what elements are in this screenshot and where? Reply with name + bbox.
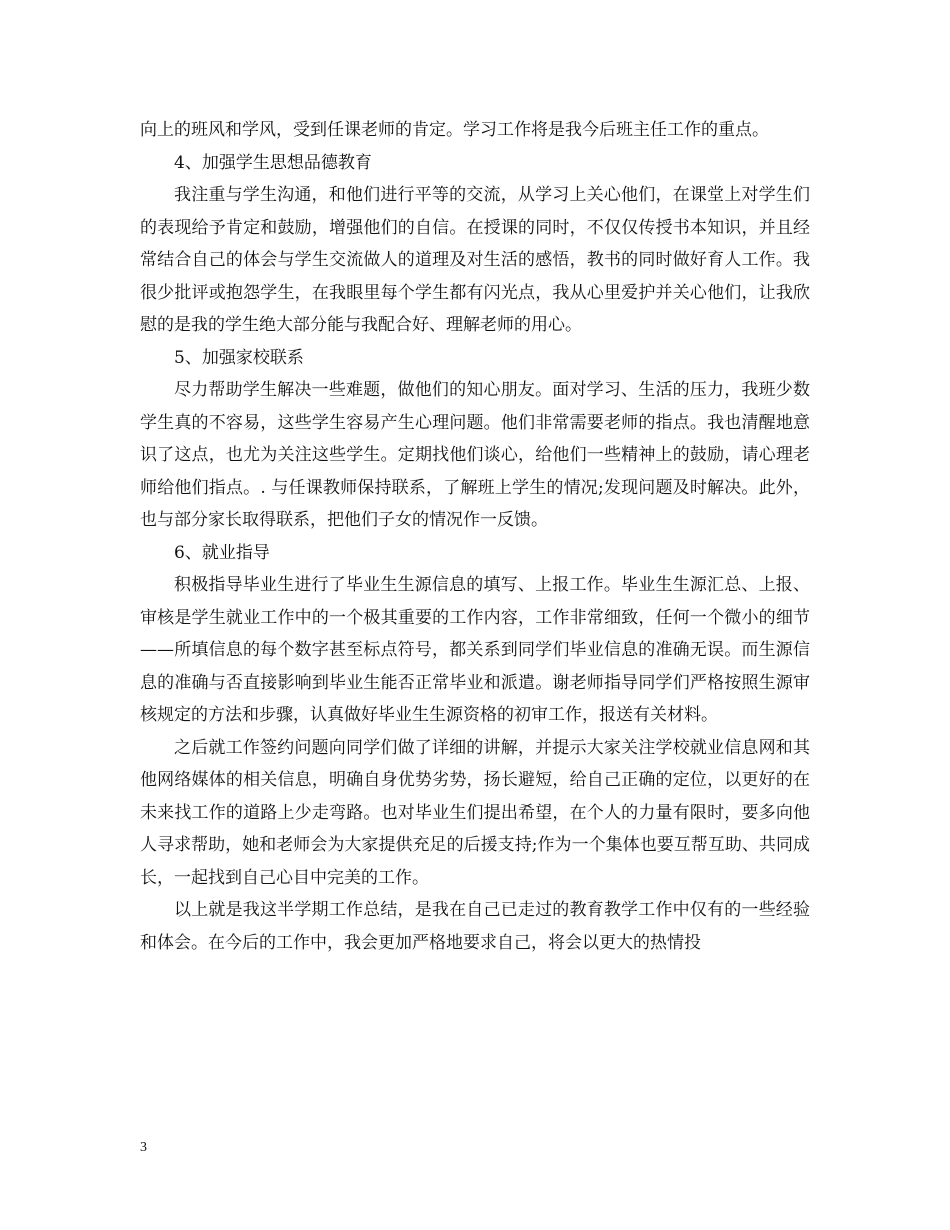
paragraph-home-school: 尽力帮助学生解决一些难题，做他们的知心朋友。面对学习、生活的压力，我班少数学生真的不容易，这些学生容易产生心理问题。他们非常需要老师的指点。我也清醒地意识了这点，也尤为关注这些学生。定期找他们谈心，给他们一些精神上的鼓励，请心理老师给他们指点。. 与任课教师保持联系，了解班上学生的情况;发现问题及时解决。此外，也与部分家长取得联系，把他们子女的情况作一反馈。 [140, 380, 810, 530]
section-heading-moral-education: 4、加强学生思想品德教育 [174, 152, 372, 173]
paragraph-employment-contract: 之后就工作签约问题向同学们做了详细的讲解，并提示大家关注学校就业信息网和其他网络媒体的相关信息，明确自身优势劣势，扬长避短，给自己正确的定位，以更好的在未来找工作的道路上少走弯路。也对毕业生们提出希望，在个人的力量有限时，要多向他人寻求帮助，她和老师会为大家提供充足的后援支持;作为一个集体也要互帮互助、共同成长，一起找到自己心目中完美的工作。 [140, 737, 810, 888]
section-heading-employment: 6、就业指导 [174, 542, 270, 563]
paragraph-moral-education: 我注重与学生沟通，和他们进行平等的交流，从学习上关心他们，在课堂上对学生们的表现给予肯定和鼓励，增强他们的自信。在授课的同时，不仅仅传授书本知识，并且经常结合自己的体会与学生交流做人的道理及对生活的感悟，教书的同时做好育人工作。我很少批评或抱怨学生，在我眼里每个学生都有闪光点，我从心里爱护并关心他们，让我欣慰的是我的学生绝大部分能与我配合好、理解老师的用心。 [140, 185, 810, 335]
paragraph-continuation: 向上的班风和学风，受到任课老师的肯定。学习工作将是我今后班主任工作的重点。 [140, 120, 769, 140]
page-number: 3 [140, 1140, 147, 1155]
paragraph-summary: 以上就是我这半学期工作总结，是我在自己已走过的教育教学工作中仅有的一些经验和体会。在今后的工作中，我会更加严格地要求自己，将会以更大的热情投 [140, 900, 810, 953]
paragraph-employment-info: 积极指导毕业生进行了毕业生生源信息的填写、上报工作。毕业生生源汇总、上报、审核是学生就业工作中的一个极其重要的工作内容，工作非常细致，任何一个微小的细节——所填信息的每个数字甚至标点符号，都关系到同学们毕业信息的准确无误。而生源信息的准确与否直接影响到毕业生能否正常毕业和派遣。谢老师指导同学们严格按照生源审核规定的方法和步骤，认真做好毕业生生源资格的初审工作，报送有关材料。 [140, 575, 810, 725]
section-heading-home-school: 5、加强家校联系 [174, 347, 304, 368]
document-body [140, 114, 810, 959]
